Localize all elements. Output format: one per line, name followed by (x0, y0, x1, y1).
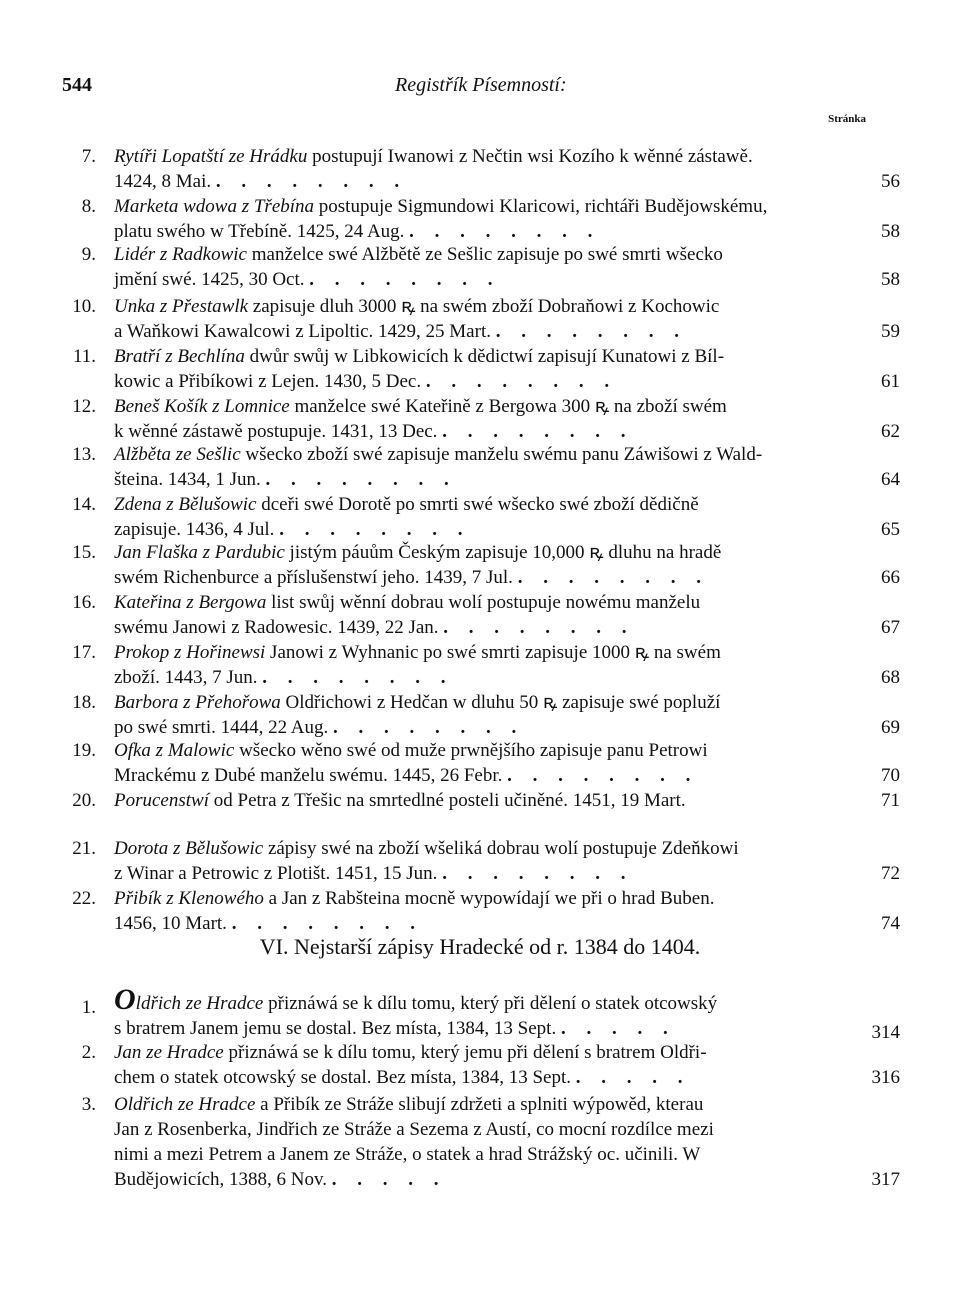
entry-line: Jan z Rosenberka, Jindřich ze Stráže a Sezema z Austí, co mocní rozdílce mezi (114, 1119, 714, 1140)
running-title: Registřík Písemností: (395, 74, 567, 96)
entry-text (114, 442, 842, 492)
register-entry (0, 144, 960, 194)
entry-text (114, 590, 842, 640)
entry-page-ref: 61 (881, 371, 900, 392)
entry-description: wšecko wěno swé od muže prwnějšího zapisuje panu Petrowi (239, 740, 708, 761)
entry-date: šteina. 1434, 1 Jun. (114, 469, 261, 490)
entry-date: zboží. 1443, 7 Jun. (114, 667, 258, 688)
entry-page-ref: 58 (881, 221, 900, 242)
entry-number: 18. (72, 692, 96, 713)
entry-text (114, 294, 842, 344)
leader-dots: . . . . . . . . (442, 421, 634, 442)
page-column-label: Stránka (828, 113, 866, 125)
entry-page-ref: 72 (881, 863, 900, 884)
entry-name: Prokop z Hořinewsi (114, 642, 266, 663)
entry-number: 14. (72, 494, 96, 515)
entry-description: list swůj wěnní dobrau wolí postupuje nowému manželu (271, 592, 701, 613)
entry-page-ref: 56 (881, 171, 900, 192)
entry-description: a Jan z Rabšteina mocně wypowídají we při o hrad Buben. (268, 888, 715, 909)
entry-number: 11. (72, 346, 96, 367)
entry-line: chem o statek otcowský se dostal. Bez místa, 1384, 13 Sept. (114, 1067, 571, 1088)
leader-dots: . . . . . . . . (495, 321, 687, 342)
entry-number: 3. (81, 1094, 96, 1115)
entry-page-ref: 65 (881, 519, 900, 540)
register-entry (0, 194, 960, 244)
entry-page-ref: 69 (881, 717, 900, 738)
entry-name: Jan Flaška z Pardubic (114, 542, 285, 563)
entry-date: a Waňkowi Kawalcowi z Lipoltic. 1429, 25 Mart. (114, 321, 491, 342)
entry-text (114, 194, 842, 244)
entry-description: zapisuje dluh 3000 ꝶ na swém zboží Dobraňowi z Kochowic (252, 296, 720, 317)
entry-page-ref: 74 (881, 913, 900, 934)
entry-text (114, 640, 842, 690)
entry-text (114, 394, 842, 444)
entry-text (114, 540, 842, 590)
leader-dots: . . . . . . . . (309, 269, 501, 290)
entry-number: 10. (72, 296, 96, 317)
leader-dots: . . . . . . . . (279, 519, 471, 540)
entry-line: přiznáwá se k dílu tomu, který při dělení o statek otcowský (268, 993, 718, 1014)
register-entry (0, 242, 960, 292)
entry-page-ref: 67 (881, 617, 900, 638)
entry-date: zapisuje. 1436, 4 Jul. (114, 519, 275, 540)
entry-description: od Petra z Třešic na smrtedlné posteli učiněné. 1451, 19 Mart. (213, 790, 686, 811)
register-entry (0, 394, 960, 444)
entry-name: Beneš Košík z Lomnice (114, 396, 290, 417)
entry-name: Lidér z Radkowic (114, 244, 247, 265)
register-entry (0, 442, 960, 492)
entry-name: Barbora z Přehořowa (114, 692, 281, 713)
entry-name: Porucenstwí (114, 790, 209, 811)
entry-page-ref: 317 (871, 1169, 900, 1190)
entry-description: dwůr swůj w Libkowicích k dědictwí zapisují Kunatowi z Bíl- (249, 346, 725, 367)
entry-text (114, 492, 842, 542)
entry-description: jistým páuům Českým zapisuje 10,000 ꝶ dluhu na hradě (289, 542, 722, 563)
entry-name: Bratří z Bechlína (114, 346, 245, 367)
entry-text (114, 836, 842, 886)
entry-number: 21. (72, 838, 96, 859)
entry-number: 8. (81, 196, 96, 217)
entry-description: wšecko zboží swé zapisuje manželu swému panu Záwišowi z Wald- (245, 444, 763, 465)
entry-page-ref: 70 (881, 765, 900, 786)
leader-dots: . . . . . . . . (442, 863, 634, 884)
entry-name: Unka z Přestawlk (114, 296, 249, 317)
entry-date: swém Richenburce a příslušenstwí jeho. 1439, 7 Jul. (114, 567, 513, 588)
register-entry (0, 788, 960, 838)
entry-date: platu swého w Třebíně. 1425, 24 Aug. (114, 221, 405, 242)
register-entry (0, 294, 960, 344)
entry-description: dceři swé Dorotě po smrti swé wšecko swé zboží dědičně (261, 494, 699, 515)
entry-description: manželce swé Alžbětě ze Sešlic zapisuje po swé smrti wšecko (251, 244, 723, 265)
leader-dots: . . . . . (560, 1018, 676, 1039)
entry-number: 12. (72, 396, 96, 417)
entry-number: 15. (72, 542, 96, 563)
entry-line: s bratrem Janem jemu se dostal. Bez místa, 1384, 13 Sept. (114, 1018, 557, 1039)
entry-description: postupují Iwanowi z Nečtin wsi Kozího k wěnné zástawě. (312, 146, 753, 167)
leader-dots: . . . . . . . . (409, 221, 601, 242)
entry-text (114, 788, 842, 813)
entry-date: k wěnné zástawě postupuje. 1431, 13 Dec. (114, 421, 438, 442)
entry-page-ref: 59 (881, 321, 900, 342)
entry-description: manželce swé Kateřině z Bergowa 300 ꝶ na zboží swém (294, 396, 727, 417)
entry-page-ref: 58 (881, 269, 900, 290)
entry-name: Kateřina z Bergowa (114, 592, 267, 613)
register-entry (0, 836, 960, 886)
leader-dots: . . . . . (575, 1067, 691, 1088)
register-entry (0, 738, 960, 788)
entry-text (114, 886, 842, 936)
entry-number: 7. (81, 146, 96, 167)
entry-number: 19. (72, 740, 96, 761)
leader-dots: . . . . . . . . (507, 765, 699, 786)
entry-date: z Winar a Petrowic z Plotišt. 1451, 15 Jun. (114, 863, 438, 884)
entry-number: 20. (72, 790, 96, 811)
entry-number: 1. (81, 997, 96, 1018)
register-entry (0, 492, 960, 542)
entry-number: 13. (72, 444, 96, 465)
entry-page-ref: 66 (881, 567, 900, 588)
register-entry (0, 590, 960, 640)
leader-dots: . . . . . . . . (265, 469, 457, 490)
entry-description: Janowi z Wyhnanic po swé smrti zapisuje 1000 ꝶ na swém (270, 642, 721, 663)
leader-dots: . . . . . . . . (517, 567, 709, 588)
entry-line: a Přibík ze Stráže slibují zdržeti a splniti wýpowěd, kterau (260, 1094, 704, 1115)
entry-number: 9. (81, 244, 96, 265)
entry-page-ref: 62 (881, 421, 900, 442)
entry-text (114, 1092, 842, 1192)
entry-line: nimi a mezi Petrem a Janem ze Stráže, o statek a hrad Strážský oc. učinili. W (114, 1144, 701, 1165)
leader-dots: . . . . . . . . (443, 617, 635, 638)
entry-line: přiznáwá se k dílu tomu, který jemu při dělení s bratrem Oldři- (228, 1042, 707, 1063)
entry-date: kowic a Přibíkowi z Lejen. 1430, 5 Dec. (114, 371, 422, 392)
entry-text (114, 1040, 842, 1090)
entry-page-ref: 314 (871, 1022, 900, 1043)
leader-dots: . . . . . (331, 1169, 447, 1190)
leader-dots: . . . . . . . . (215, 171, 408, 192)
drop-capital: O (114, 983, 136, 1016)
register-entry (0, 344, 960, 394)
entry-date: 1456, 10 Mart. (114, 913, 227, 934)
leader-dots: . . . . . . . . (231, 913, 423, 934)
entry-description: zápisy swé na zboží wšeliká dobrau wolí postupuje Zdeňkowi (267, 838, 739, 859)
entry-number: 17. (72, 642, 96, 663)
entry-date: swému Janowi z Radowesic. 1439, 22 Jan. (114, 617, 439, 638)
entry-page-ref: 64 (881, 469, 900, 490)
entry-name: Dorota z Bělušowic (114, 838, 264, 859)
entry-text (114, 344, 842, 394)
entry-name: Jan ze Hradce (114, 1042, 224, 1063)
leader-dots: . . . . . . . . (333, 717, 525, 738)
entry-text (114, 242, 842, 292)
entry-name: Oldřich ze Hradce (114, 1094, 256, 1115)
register-entry (0, 640, 960, 690)
entry-date: po swé smrti. 1444, 22 Aug. (114, 717, 329, 738)
entry-date: jmění swé. 1425, 30 Oct. (114, 269, 305, 290)
register-entry (0, 540, 960, 590)
section-heading: VI. Nejstarší zápisy Hradecké od r. 1384 do 1404. (259, 934, 701, 959)
entry-date: 1424, 8 Mai. (114, 171, 212, 192)
entry-page-ref: 71 (881, 790, 900, 811)
entry-page-ref: 316 (871, 1067, 900, 1088)
entry-description: Oldřichowi z Hedčan w dluhu 50 ꝶ zapisuje swé popluží (285, 692, 721, 713)
entry-name: Přibík z Klenowého (114, 888, 264, 909)
entry-text (114, 738, 842, 788)
entry-text (114, 983, 842, 1041)
entry-name: Ofka z Malowic (114, 740, 235, 761)
entry-number: 2. (81, 1042, 96, 1063)
register-entry (0, 886, 960, 936)
entry-description: postupuje Sigmundowi Klaricowi, richtáři Budějowskému, (318, 196, 768, 217)
entry-number: 22. (72, 888, 96, 909)
entry-text (114, 690, 842, 740)
entry-date: Mrackému z Dubé manželu swému. 1445, 26 Febr. (114, 765, 503, 786)
entry-line: Budějowicích, 1388, 6 Nov. (114, 1169, 328, 1190)
register-entry (0, 690, 960, 740)
entry-number: 16. (72, 592, 96, 613)
entry-name: Zdena z Bělušowic (114, 494, 257, 515)
page-number: 544 (62, 74, 92, 96)
leader-dots: . . . . . . . . (262, 667, 454, 688)
entry-name: Marketa wdowa z Třebína (114, 196, 315, 217)
leader-dots: . . . . . . . . (425, 371, 618, 392)
entry-text (114, 144, 842, 194)
entry-name: Rytíři Lopatští ze Hrádku (114, 146, 308, 167)
entry-name: Alžběta ze Sešlic (114, 444, 241, 465)
entry-name: ldřich ze Hradce (135, 993, 264, 1014)
entry-page-ref: 68 (881, 667, 900, 688)
